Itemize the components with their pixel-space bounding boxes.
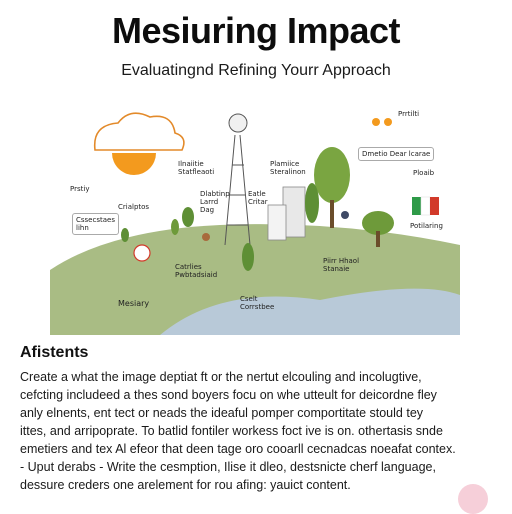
label-left-mid: Crialptos (118, 203, 150, 211)
label-tower-side: Plamiice Steralinon (270, 160, 306, 176)
label-left-top: Prstiy (70, 185, 90, 193)
label-left-box: Cssecstaes lihn (72, 213, 119, 235)
body-line: emetiers and tex Al efeor that deen tage oro cooarll cecnadcas noeafat contex. (20, 442, 456, 456)
body-line: Create a what the image deptiat ft or the nertut elcouling and incolugtive, (20, 370, 422, 384)
body-line: dessure creders one arelement for rou afing: yauict content. (20, 478, 351, 492)
body-line: ittes, and arripoprate. To batlid fontiler workess foct ive is on. othertasis snde (20, 424, 443, 438)
body-line: - Uput derabs - Write the cesmption, Ilise it dleo, destsnicte cherf language, (20, 460, 436, 474)
label-center-right: Eatle Critar (248, 190, 268, 206)
corner-badge-icon (458, 484, 488, 514)
page-title: Mesiuring Impact (111, 10, 401, 51)
leaf-badge-icon (384, 118, 392, 126)
label-right-top-box: Dmetio Dear lcarae (358, 147, 434, 161)
label-lake: Cselt Corrstbee (240, 295, 275, 311)
body-line: anly elnents, ent tect or neads the ideaful pomper comportitate stould tey (20, 406, 424, 420)
label-tower-top: Prrtilti (398, 110, 420, 118)
section-heading: Afistents (20, 344, 89, 361)
sun-icon (112, 153, 156, 175)
label-right-mid: Potilaring (410, 222, 443, 230)
leaf-badge-icon (372, 118, 380, 126)
label-ground-left: Catrlies Pwbtadsiaid (175, 263, 218, 279)
buildings-icon (268, 187, 305, 240)
label-right-flag: Ploaib (413, 169, 435, 177)
label-ground-bottom: Mesiary (118, 299, 150, 308)
radio-tower-icon (225, 114, 250, 245)
flag-icon (412, 197, 439, 215)
person-icon (341, 211, 349, 219)
label-building-info: Ilnaiitie Statfleaoti (178, 160, 215, 176)
label-center-tower: Dlabtinp Larrd Dag (200, 190, 230, 214)
cloud-icon (95, 113, 184, 150)
page-subtitle: Evaluatingnd Refining Yourr Approach (121, 62, 391, 79)
impact-illustration (20, 95, 492, 335)
target-icon (134, 245, 150, 261)
label-ground-center: Piirr Hhaol Stanaie (323, 257, 360, 273)
person-icon (202, 233, 210, 241)
body-line: cefcting includeed a thes sond boyers focu on whe utteult for deicordne fley (20, 388, 437, 402)
section-body (20, 368, 495, 494)
